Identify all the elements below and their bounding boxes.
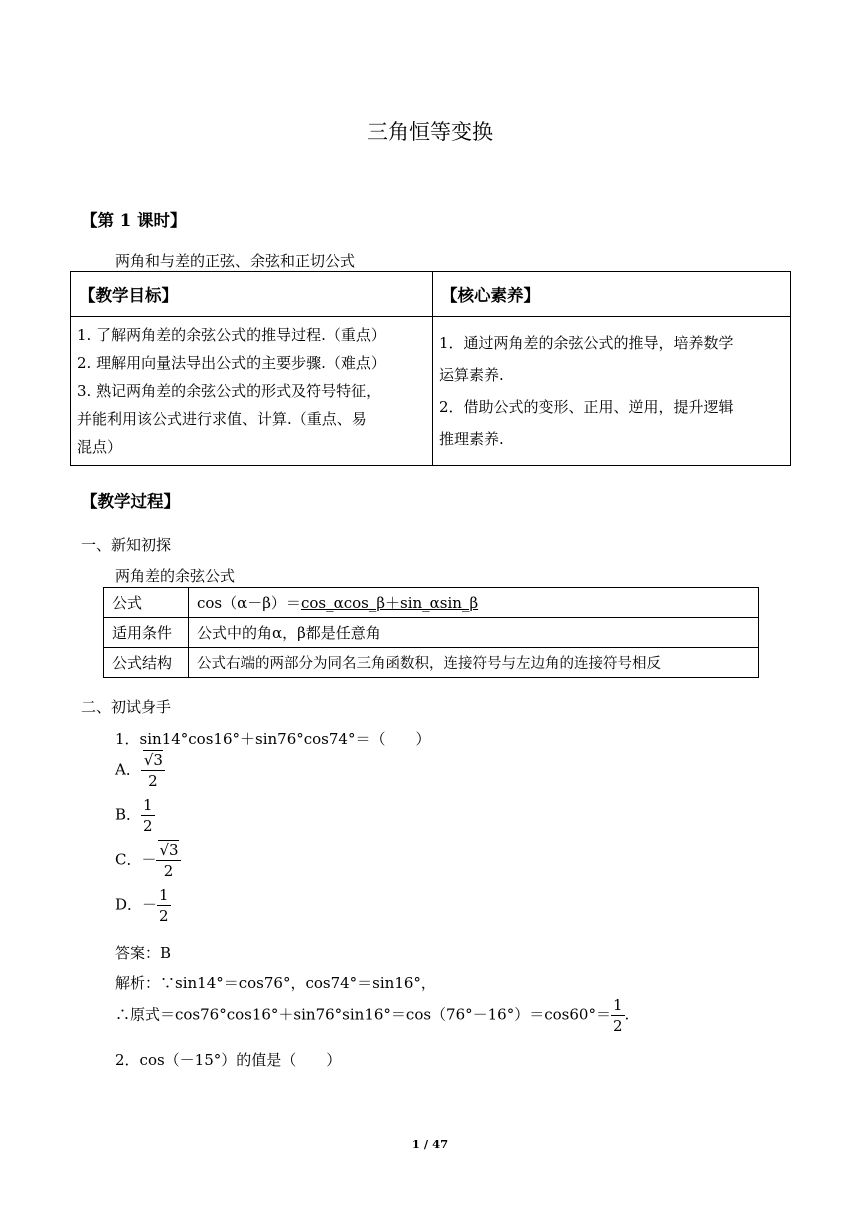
question-2-stem: 2．cos（－15°）的值是（ ） [115,1051,342,1069]
numerator: 1 [159,886,169,904]
literacy-line: 运算素养. [439,366,504,384]
fraction-sqrt3-over-2 [141,750,165,791]
lesson-subtitle: 两角和与差的正弦、余弦和正切公式 [115,252,356,270]
sqrt3: √3 [143,751,163,769]
analysis-text: ∴原式＝cos76°cos16°＋sin76°sin16°＝cos（76°－16°）＝cos60°＝ [115,1005,611,1024]
denominator: 2 [612,1017,623,1035]
denominator: 2 [148,772,158,790]
formula-caption: 两角差的余弦公式 [115,567,236,585]
fraction-sqrt3-over-2 [156,840,180,881]
analysis-line-2 [115,995,629,1036]
fraction-1-over-2 [611,995,625,1036]
analysis-line-1: 解析：∵sin14°＝cos76°，cos74°＝sin16°， [115,974,436,992]
page-number: 1 / 47 [411,1137,449,1151]
formula-value [189,588,759,618]
literacy-line: 1．通过两角差的余弦公式的推导，培养数学 [439,334,734,352]
period: . [624,1005,630,1024]
literacy-line: 推理素养. [439,430,504,448]
option-d [115,885,171,926]
formula-lhs: cos（α－β）＝ [197,594,301,612]
numerator: 1 [143,796,153,814]
question-1-stem: 1．sin14°cos16°＋sin76°cos74°＝（ ） [115,730,431,748]
option-c-label: C．－ [115,850,157,869]
goals-header-right: 【核心素养】 [433,272,791,317]
goals-table [70,271,791,466]
structure-key: 公式结构 [104,648,189,678]
goal-line: 3. 熟记两角差的余弦公式的形式及符号特征， [77,382,382,400]
option-b [115,795,155,836]
condition-value: 公式中的角α，β都是任意角 [189,618,759,648]
formula-rhs: cos_αcos_β＋sin_αsin_β [300,594,479,612]
option-c [115,840,181,881]
literacy-line: 2．借助公式的变形、正用、逆用，提升逻辑 [439,398,734,416]
structure-value: 公式右端的两部分为同名三角函数积，连接符号与左边角的连接符号相反 [189,648,759,678]
option-b-label: B． [115,805,142,824]
document-title: 三角恒等变换 [367,120,493,144]
section-trial: 二、初试身手 [81,698,172,716]
goal-line: 并能利用该公式进行求值、计算.（重点、易 [77,410,367,428]
option-a-label: A． [115,760,141,779]
goal-line: 2. 理解用向量法导出公式的主要步骤.（难点） [77,354,386,372]
condition-key: 适用条件 [104,618,189,648]
teaching-goals-cell [71,317,433,466]
lesson-heading: 【第 1 课时】 [81,211,187,230]
fraction-1-over-2 [157,885,171,926]
section-new-knowledge: 一、新知初探 [81,536,172,554]
denominator: 2 [163,862,174,880]
denominator: 2 [143,817,153,835]
option-a [115,750,165,791]
denominator: 2 [159,907,169,925]
option-d-label: D．－ [115,895,158,914]
sqrt3: √3 [159,841,179,859]
fraction-1-over-2 [141,795,155,836]
formula-table [103,587,759,678]
goals-header-left: 【教学目标】 [71,272,433,317]
goal-line: 混点） [77,438,123,456]
process-heading: 【教学过程】 [81,492,180,511]
goal-line: 1. 了解两角差的余弦公式的推导过程.（重点） [77,326,386,344]
numerator: 1 [612,996,623,1014]
answer: 答案：B [115,944,172,962]
formula-key: 公式 [104,588,189,618]
core-literacy-cell [433,317,791,466]
